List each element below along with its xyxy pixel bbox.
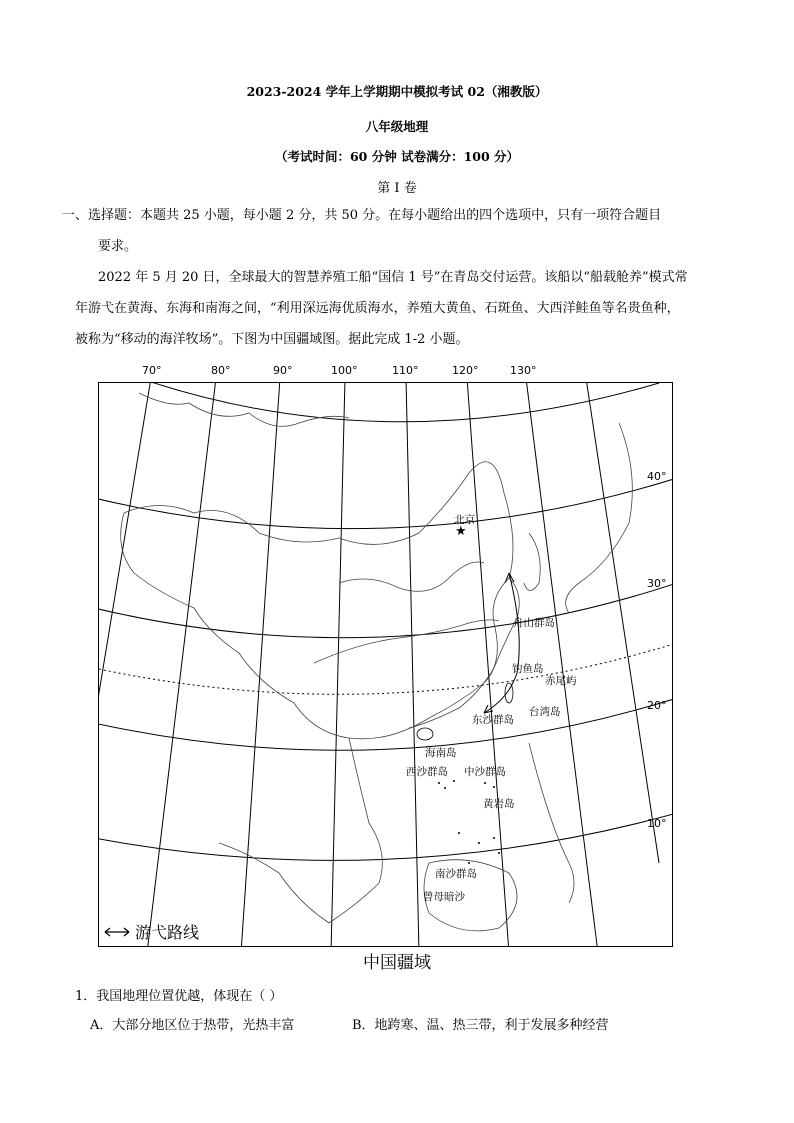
coastline-philippines bbox=[529, 743, 574, 903]
exam-info: （考试时间：60 分钟 试卷满分：100 分） bbox=[274, 149, 520, 164]
lon-label-110: 110° bbox=[392, 364, 419, 377]
label-zhoushan: 舟山群岛 bbox=[513, 617, 555, 629]
coastline-east bbox=[409, 578, 519, 728]
passage-line1: 2022 年 5 月 20 日，全球最大的智慧养殖工船“国信 1 号”在青岛交付运营。该船以“船载舱养”模式常 bbox=[98, 270, 688, 285]
route-legend-arrow-icon bbox=[105, 928, 129, 936]
lon-label-130: 130° bbox=[510, 364, 537, 377]
volume-title: 第 I 卷 bbox=[377, 181, 417, 196]
coastline-japan bbox=[566, 423, 633, 613]
lon-label-100: 100° bbox=[331, 364, 358, 377]
lat-label-10: 10° bbox=[647, 817, 667, 830]
passage-line3: 被称为“移动的海洋牧场”。下图为中国疆域图。据此完成 1-2 小题。 bbox=[75, 332, 469, 347]
section-heading-line2: 要求。 bbox=[98, 239, 138, 254]
meridian-120 bbox=[467, 383, 509, 946]
lon-label-90: 90° bbox=[273, 364, 293, 377]
label-zengmu: 曾母暗沙 bbox=[423, 891, 465, 903]
label-nansha: 南沙群岛 bbox=[435, 868, 477, 880]
meridian-80 bbox=[147, 383, 216, 946]
meridian-140 bbox=[586, 383, 659, 863]
china-border bbox=[121, 462, 513, 739]
cruise-route-path bbox=[484, 573, 519, 713]
map-legend bbox=[105, 923, 199, 942]
parallel-10 bbox=[99, 813, 672, 860]
lon-label-80: 80° bbox=[211, 364, 231, 377]
coastline-korea bbox=[524, 533, 540, 591]
exam-title: 2023-2024 学年上学期期中模拟考试 02（湘教版） bbox=[246, 84, 548, 99]
parallel-50 bbox=[139, 383, 659, 422]
lat-label-30: 30° bbox=[647, 577, 667, 590]
label-chiwei: 赤尾屿 bbox=[545, 675, 577, 687]
section-heading-line1: 一、选择题：本题共 25 小题，每小题 2 分，共 50 分。在每小题给出的四个选项中，只有一项符合题目 bbox=[62, 208, 662, 223]
question1-option-b[interactable]: B．地跨寒、温、热三带，利于发展多种经营 bbox=[352, 1018, 609, 1033]
question1-option-a[interactable]: A．大部分地区位于热带，光热丰富 bbox=[90, 1018, 295, 1033]
lon-label-120: 120° bbox=[452, 364, 479, 377]
label-taiwan: 台湾岛 bbox=[529, 706, 561, 718]
parallel-20 bbox=[99, 698, 672, 750]
map-graphic bbox=[99, 383, 672, 946]
coastline-arctic bbox=[139, 393, 349, 426]
yangtze-river bbox=[314, 620, 499, 663]
label-diaoyu: 钓鱼岛 bbox=[512, 663, 544, 675]
lon-label-70: 70° bbox=[142, 364, 162, 377]
legend-label: 游弋路线 bbox=[135, 923, 200, 942]
map-caption: 中国疆域 bbox=[363, 953, 431, 973]
passage-line2: 年游弋在黄海、东海和南海之间，“利用深远海优质海水，养殖大黄鱼、石斑鱼、大西洋鲑鱼等名贵鱼种， bbox=[75, 301, 680, 316]
tropic-line bbox=[99, 643, 672, 694]
label-huangyan: 黄岩岛 bbox=[483, 798, 515, 810]
label-beijing: 北京 bbox=[454, 514, 475, 526]
hainan-island bbox=[417, 728, 433, 740]
label-xisha: 西沙群岛 bbox=[406, 766, 448, 778]
beijing-star-icon: ★ bbox=[455, 524, 467, 539]
label-dongsha: 东沙群岛 bbox=[472, 714, 514, 726]
meridian-110 bbox=[406, 383, 419, 946]
label-hainan: 海南岛 bbox=[425, 747, 457, 759]
question1-stem: 1．我国地理位置优越，体现在（ ） bbox=[75, 989, 283, 1004]
china-territory-map bbox=[98, 382, 673, 947]
lat-label-40: 40° bbox=[647, 470, 667, 483]
label-zhongsha: 中沙群岛 bbox=[464, 766, 506, 778]
subject-title: 八年级地理 bbox=[365, 119, 429, 134]
lat-label-20: 20° bbox=[647, 699, 667, 712]
parallel-40 bbox=[99, 478, 672, 529]
parallel-30 bbox=[99, 583, 672, 638]
coastline-southeast-asia bbox=[219, 738, 382, 923]
yellow-river bbox=[339, 562, 484, 591]
meridian-100 bbox=[331, 383, 345, 946]
meridian-70 bbox=[99, 383, 151, 723]
